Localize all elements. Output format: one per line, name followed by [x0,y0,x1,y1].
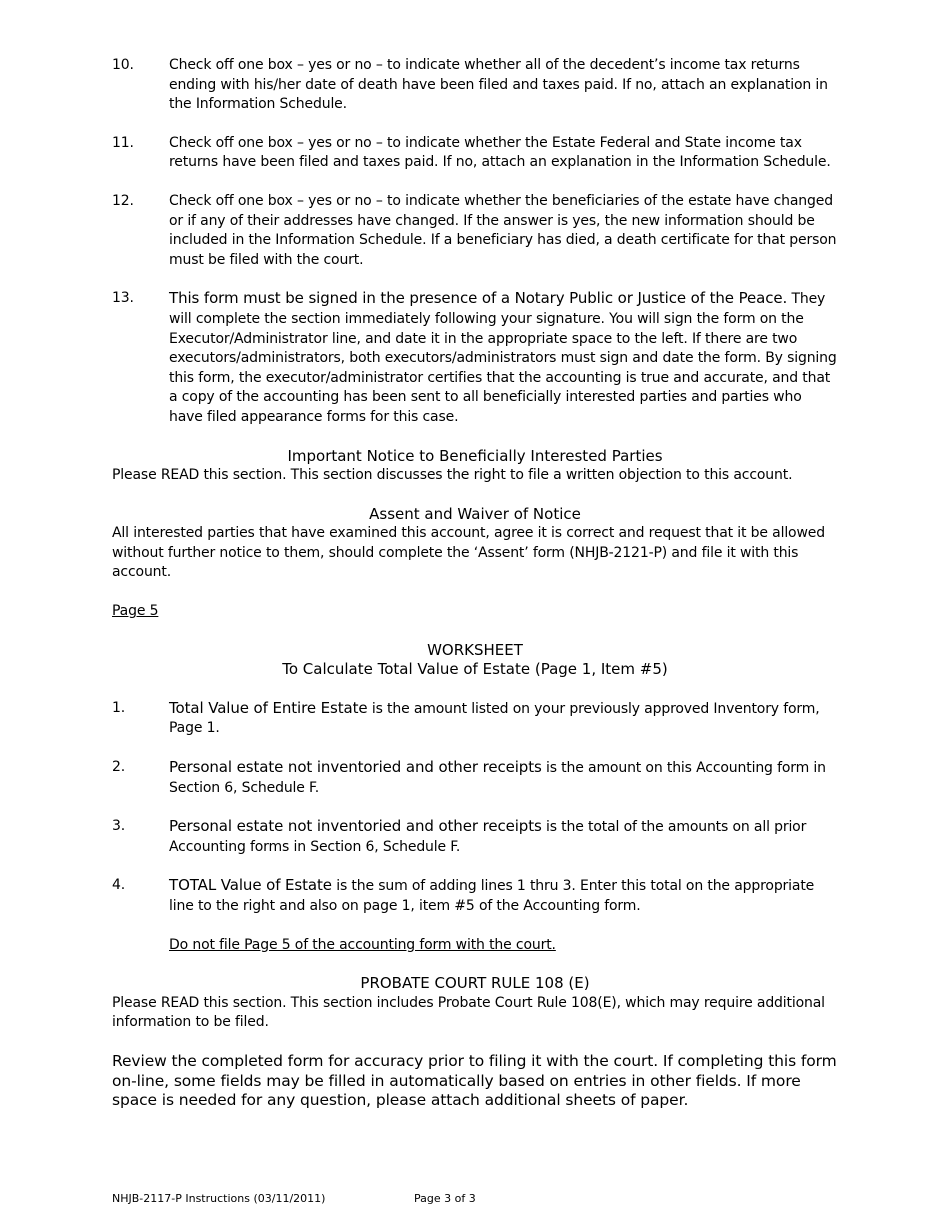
instruction-item-10 [112,56,838,115]
item-number: 3. [112,818,126,835]
assent-heading: Assent and Waiver of Notice [369,504,581,523]
item-number: 1. [112,699,126,716]
notice-text: Please READ this section. This section discusses the right to file a written objection to this account. [112,467,793,484]
item-lead: TOTAL Value of Estate [169,876,332,895]
item-number: 4. [112,877,126,894]
assent-text: All interested parties that have examined this account, agree it is correct and request that it be allowed without further notice to them, should complete the ‘Assent’ form (NHJB-2121-P) and file it with this account. [112,525,825,581]
worksheet-subtitle: To Calculate Total Value of Estate (Page 1, Item #5) [282,660,668,679]
worksheet-item-1 [112,699,838,739]
item-number: 2. [112,759,126,776]
notice-heading: Important Notice to Beneficially Interested Parties [287,446,663,465]
worksheet-item-2 [112,758,838,798]
item-text: Check off one box – yes or no – to indicate whether all of the decedent’s income tax returns ending with his/her date of death have been filed and taxes paid. If no, attach an explanation in the Information Schedule. [169,57,828,113]
item-text: is the sum of adding lines 1 thru 3. Enter this total on the appropriate line to the right and also on page 1, item #5 of the Accounting form. [169,878,815,914]
footer-page-number: Page 3 of 3 [414,1192,476,1205]
instruction-item-13 [112,289,838,427]
worksheet-note-text: Do not file Page 5 of the accounting form with the court. [169,936,556,953]
item-number: 10. [112,57,134,73]
item-lead: Total Value of Entire Estate [169,698,368,717]
item-text: Check off one box – yes or no – to indicate whether the Estate Federal and State income tax returns have been filed and taxes paid. If no, attach an explanation in the Information Schedule. [169,134,831,171]
item-lead: This form must be signed in the presence of a Notary Public or Justice of the Peace. [169,289,788,308]
item-lead: Personal estate not inventoried and other receipts [169,758,542,777]
instruction-item-11 [112,134,838,173]
item-text: is the amount listed on your previously approved Inventory form, Page 1. [169,700,820,737]
item-number: 13. [112,290,134,307]
item-number: 12. [112,192,134,209]
rule-text: Please READ this section. This section includes Probate Court Rule 108(E), which may require additional information to be filed. [112,994,825,1031]
rule-heading: PROBATE COURT RULE 108 (E) [360,974,590,993]
worksheet-item-4 [112,876,838,916]
worksheet-item-3 [112,817,838,857]
item-lead: Personal estate not inventoried and other receipts [169,817,542,836]
instruction-item-12 [112,192,838,270]
worksheet-note [112,936,838,956]
document-page [112,56,838,1111]
footer-form-id: NHJB-2117-P Instructions (03/11/2011) [112,1192,326,1205]
item-text: is the total of the amounts on all prior Accounting forms in Section 6, Schedule F. [169,819,807,855]
item-text: They will complete the section immediately following your signature. You will sign the form on the Executor/Administrator line, and date it in the appropriate space to the left. If there are two executors/administrators, both executors/administrators must sign and date the form. By signing this form, the executor/administrator certifies that the accounting is true and accurate, and that a copy of the accounting has been sent to all beneficially interested parties and parties who have filed appearance forms for this case. [169,291,837,425]
item-text: Check off one box – yes or no – to indicate whether the beneficiaries of the estate have changed or if any of their addresses have changed. If the answer is yes, the new information should be included in the Information Schedule. If a beneficiary has died, a death certificate for that person must be filed with the court. [169,192,837,268]
worksheet-title: WORKSHEET [427,640,523,659]
page5-label: Page 5 [112,603,159,620]
item-number: 11. [112,134,134,151]
review-text: Review the completed form for accuracy prior to filing it with the court. If completing this form on-line, some fields may be filled in automatically based on entries in other fields. If more space is needed for any question, please attach additional sheets of paper. [112,1051,837,1110]
item-text: is the amount on this Accounting form in Section 6, Schedule F. [169,760,826,796]
